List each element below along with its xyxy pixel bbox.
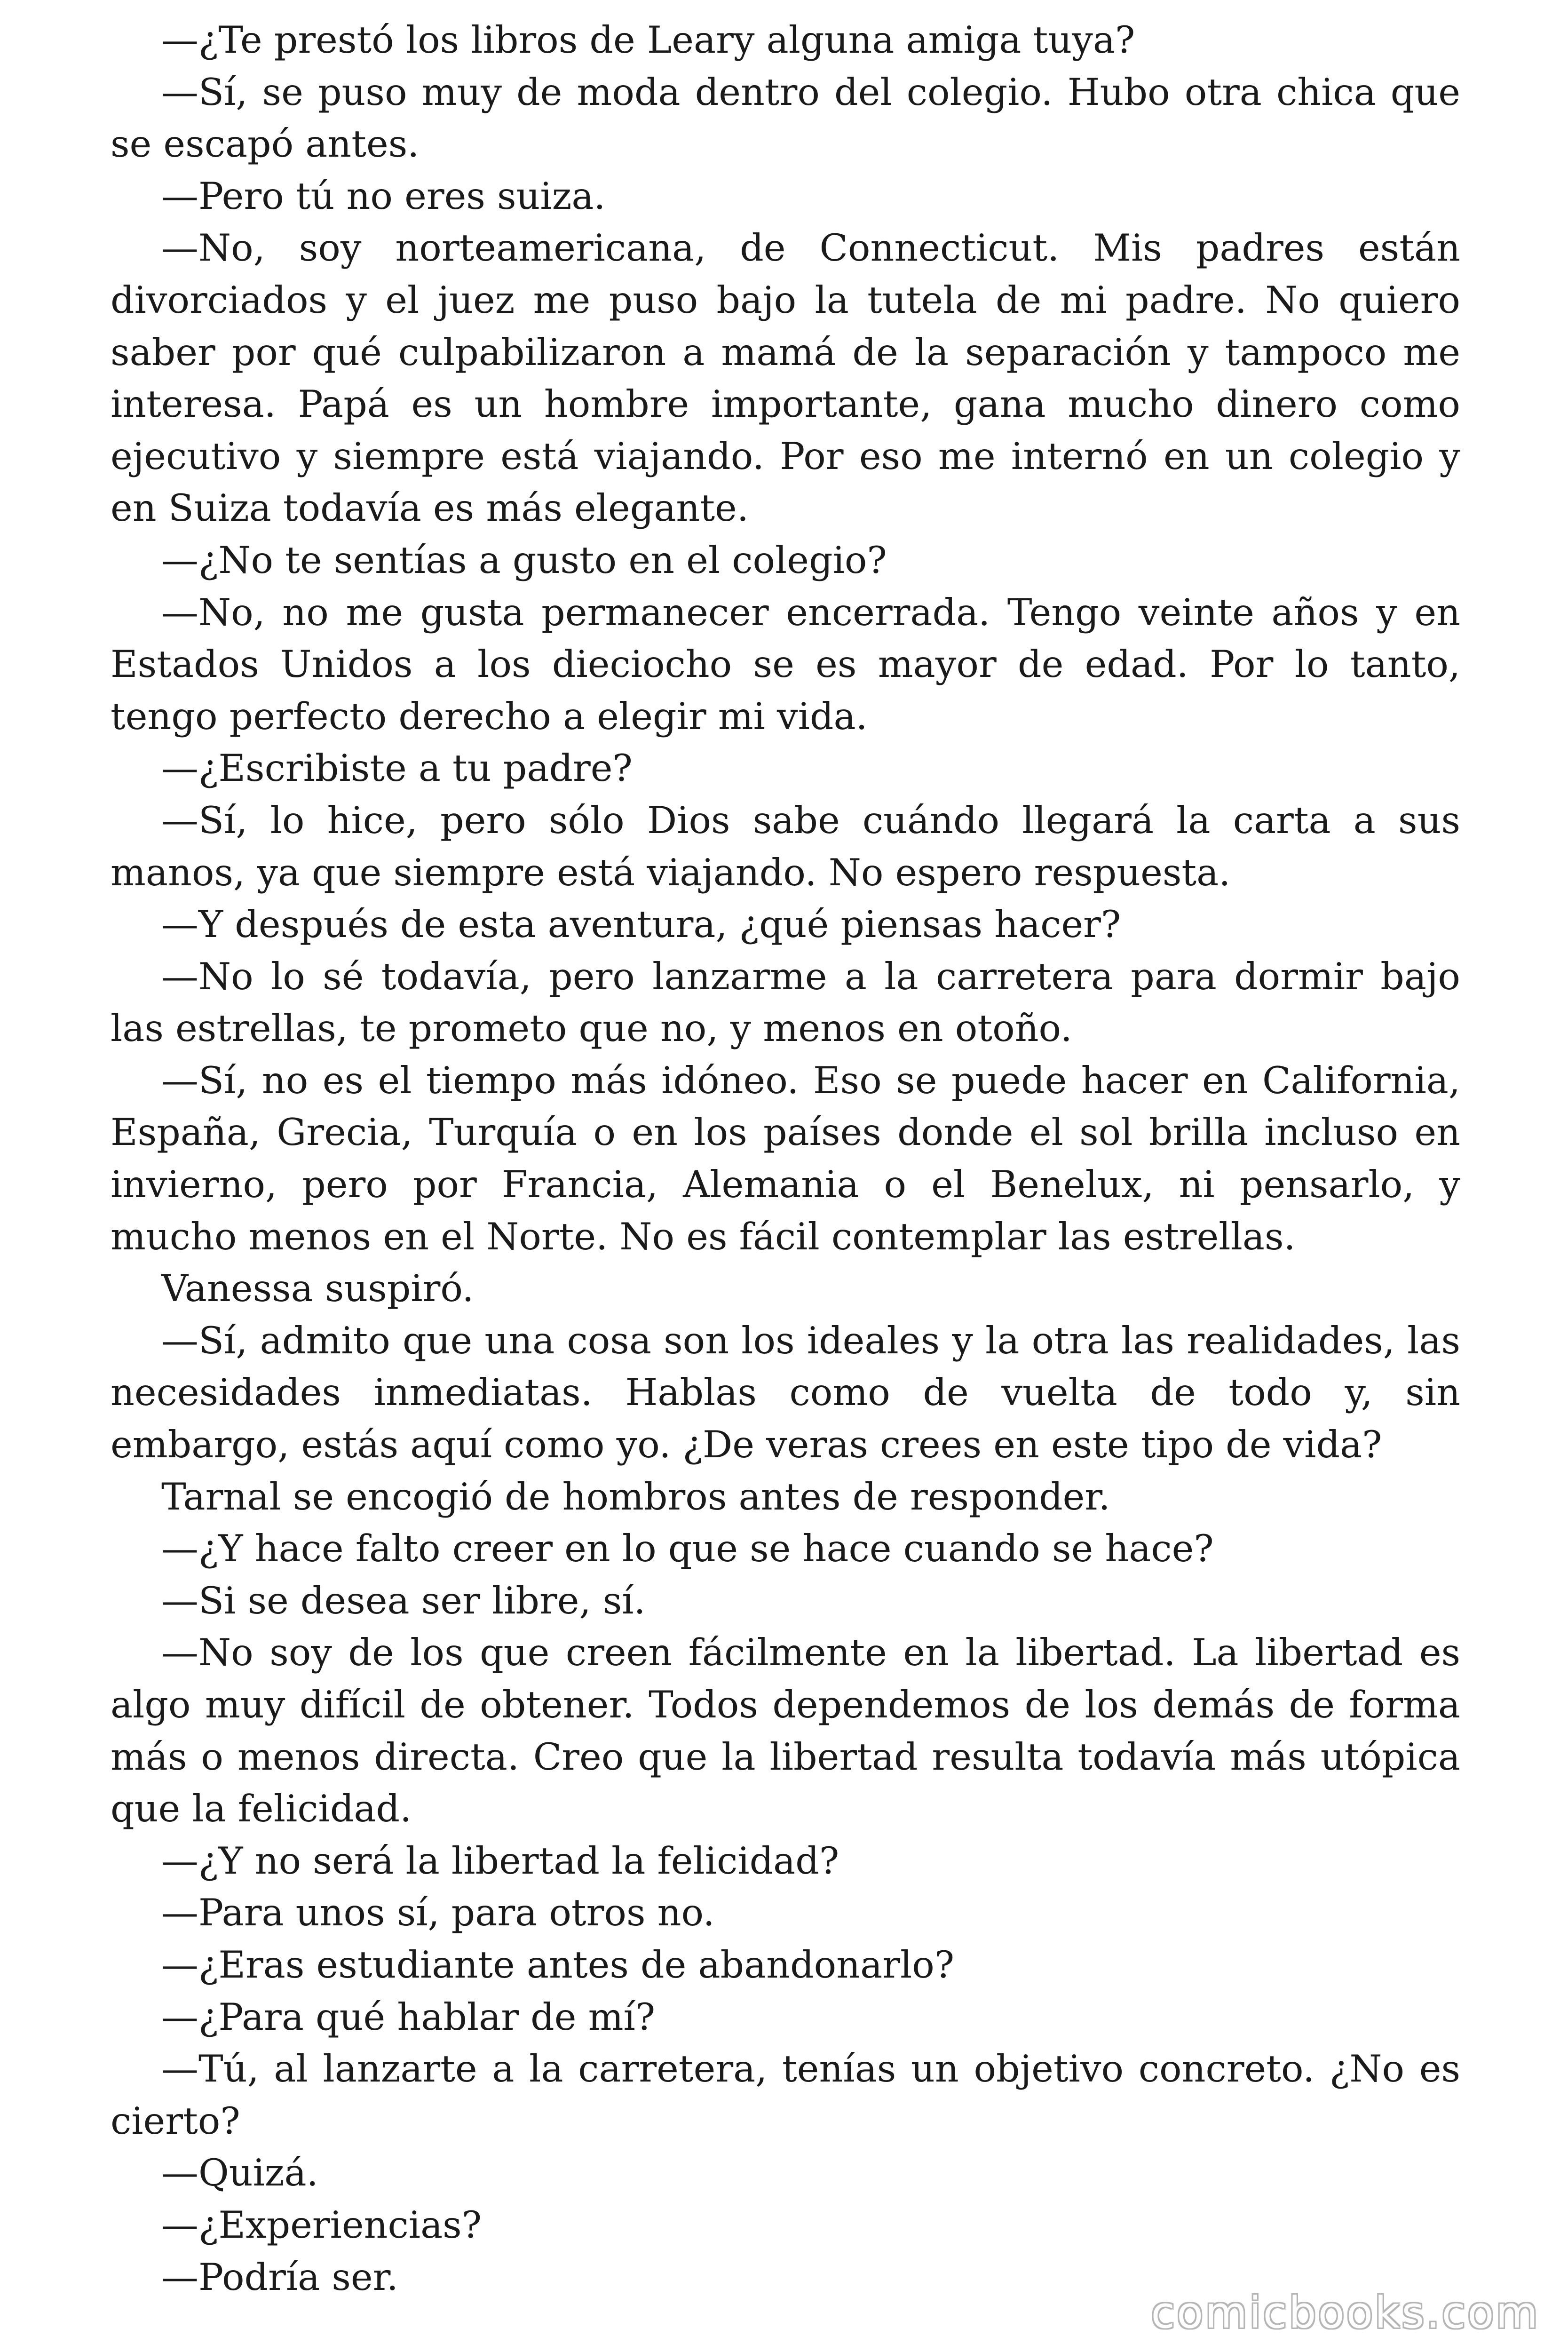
paragraph: —Sí, lo hice, pero sólo Dios sabe cuándo llegará la carta a sus manos, ya que siempre está viajando. No espero respuesta. (111, 798, 1460, 894)
paragraph: —No lo sé todavía, pero lanzarme a la carretera para dormir bajo las estrellas, te prometo que no, y menos en otoño. (111, 954, 1460, 1050)
paragraph: —Podría ser. (161, 2255, 398, 2299)
paragraph: —¿Experiencias? (161, 2203, 482, 2247)
paragraph: —No, soy norteamericana, de Connecticut. Mis padres están divorciados y el juez me puso bajo la tutela de mi padre. No quiero saber por qué culpabilizaron a mamá de la separación y tampoco me interesa. Papá es un hombre importante, gana mucho dinero como ejecutivo y siempre está viajando. Por eso me internó en un colegio y en Suiza todavía es más elegante. (111, 226, 1460, 530)
paragraph: Tarnal se encogió de hombros antes de responder. (161, 1475, 1110, 1518)
paragraph: —Sí, se puso muy de moda dentro del colegio. Hubo otra chica que se escapó antes. (111, 70, 1460, 166)
paragraph: —No, no me gusta permanecer encerrada. Tengo veinte años y en Estados Unidos a los dieciocho se es mayor de edad. Por lo tanto, tengo perfecto derecho a elegir mi vida. (111, 590, 1460, 738)
paragraph: —¿No te sentías a gusto en el colegio? (161, 538, 887, 582)
paragraph: —Quizá. (161, 2151, 318, 2195)
watermark: comicbooks.com (1151, 2288, 1540, 2338)
paragraph: —Sí, no es el tiempo más idóneo. Eso se puede hacer en California, España, Grecia, Turquía o en los países donde el sol brilla incluso en invierno, pero por Francia, Alemania o el Benelux, ni pensarlo, y mucho menos en el Norte. No es fácil contemplar las estrellas. (111, 1058, 1460, 1258)
paragraph: —Sí, admito que una cosa son los ideales y la otra las realidades, las necesidades inmediatas. Hablas como de vuelta de todo y, sin embargo, estás aquí como yo. ¿De veras crees en este tipo de vida? (111, 1319, 1460, 1467)
paragraph: —Para unos sí, para otros no. (161, 1891, 715, 1935)
paragraph: —Tú, al lanzarte a la carretera, tenías un objetivo concreto. ¿No es cierto? (111, 2047, 1460, 2143)
paragraph: Vanessa suspiró. (161, 1267, 474, 1311)
paragraph: —¿Eras estudiante antes de abandonarlo? (161, 1943, 955, 1986)
paragraph: —¿Y hace falto creer en lo que se hace cuando se hace? (161, 1527, 1214, 1571)
paragraph: —Pero tú no eres suiza. (161, 174, 606, 218)
paragraph: —¿Y no será la libertad la felicidad? (161, 1839, 839, 1883)
paragraph: —¿Escribiste a tu padre? (161, 747, 633, 790)
paragraph: —Si se desea ser libre, sí. (161, 1579, 646, 1622)
paragraph: —Y después de esta aventura, ¿qué piensas hacer? (161, 903, 1121, 946)
paragraph: —¿Te prestó los libros de Leary alguna amiga tuya? (161, 18, 1135, 62)
paragraph: —¿Para qué hablar de mí? (161, 1995, 656, 2039)
paragraph: —No soy de los que creen fácilmente en la libertad. La libertad es algo muy difícil de obtener. Todos dependemos de los demás de forma más o menos directa. Creo que la libertad resulta todavía más utópica que la felicidad. (111, 1631, 1460, 1831)
book-page (111, 14, 1460, 2303)
